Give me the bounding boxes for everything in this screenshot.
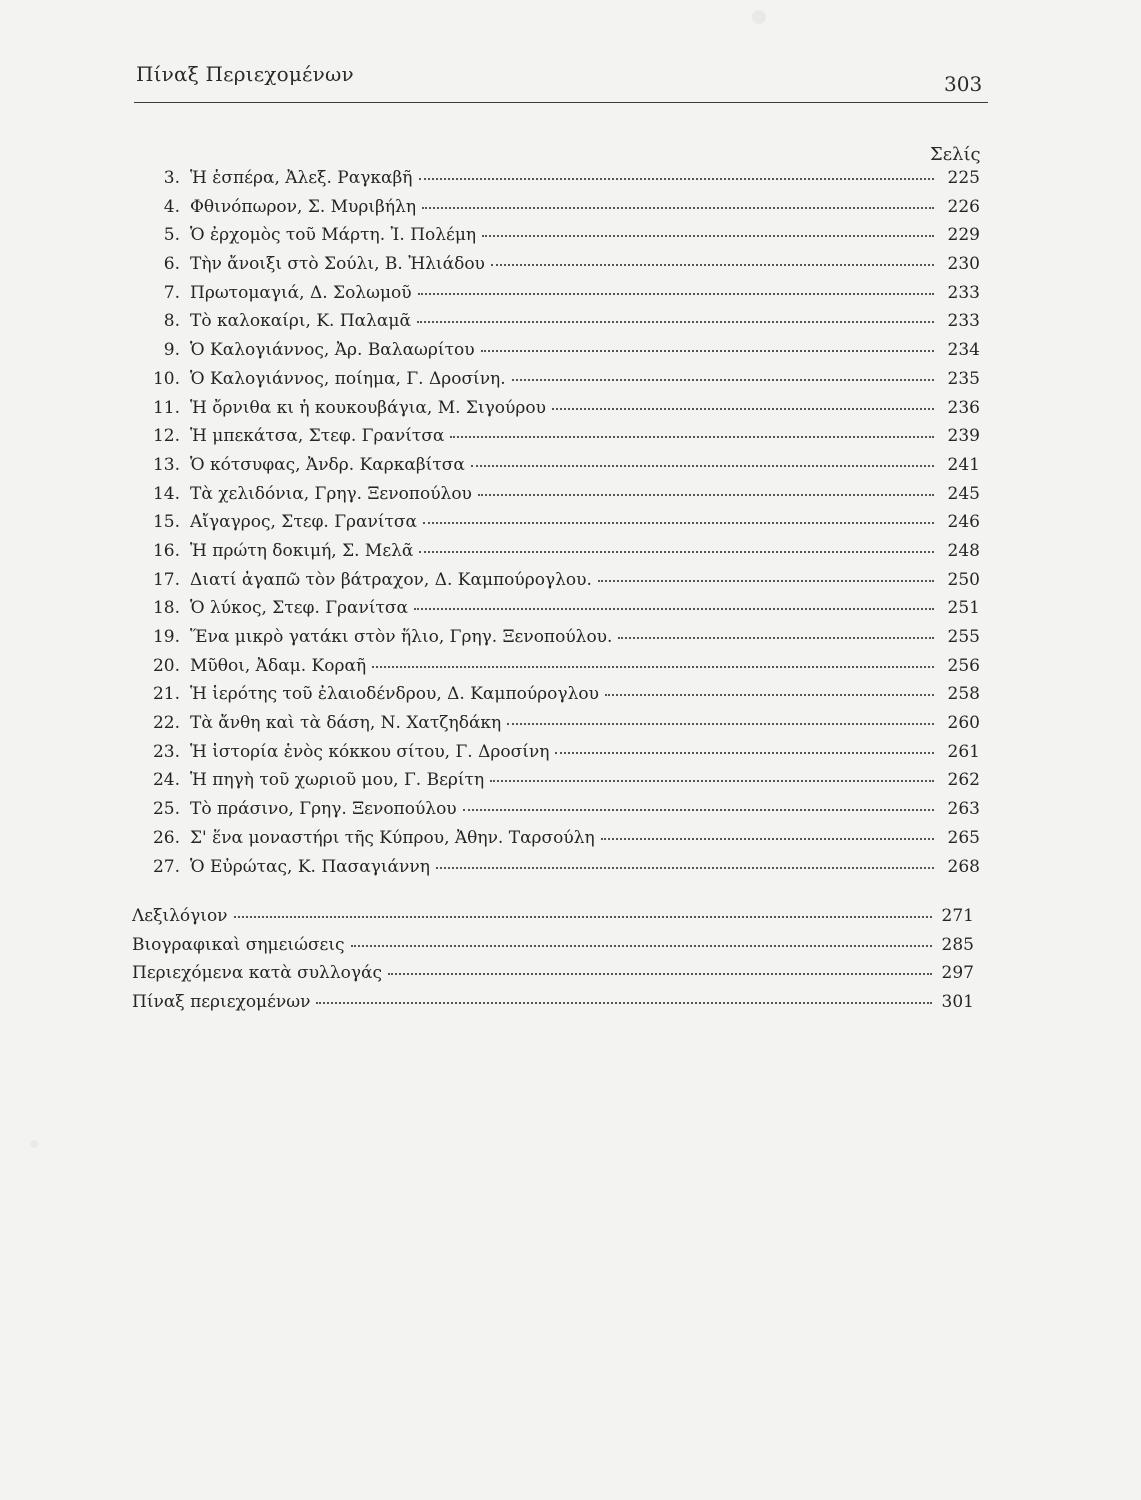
toc-entry-title: Περιεχόμενα κατὰ συλλογάς (132, 963, 382, 983)
toc-entry (132, 512, 980, 541)
toc-entry-number: 21. (152, 684, 180, 705)
toc-entry-title: Τὸ καλοκαίρι, Κ. Παλαμᾶ (190, 311, 411, 332)
toc-entry-page: 241 (947, 454, 980, 475)
toc-entry-number: 27. (152, 856, 180, 877)
dot-leader (552, 408, 934, 410)
toc-entry-number: 23. (152, 741, 180, 762)
toc-entry-number: 10. (152, 368, 180, 389)
toc-entry (132, 570, 980, 599)
toc-entry (132, 992, 974, 1021)
toc-entry-number: 14. (152, 483, 180, 504)
toc-entry-page: 256 (947, 655, 980, 676)
dot-leader (512, 379, 934, 381)
page-column-label: Σελίς (930, 144, 981, 165)
toc-entry-page: 262 (947, 770, 980, 791)
toc-entry-number: 26. (152, 827, 180, 848)
toc-entry-title: Τὴν ἄνοιξι στὸ Σούλι, Β. Ἠλιάδου (190, 254, 485, 275)
toc-entry-number: 18. (152, 598, 180, 619)
toc-entry-page: 271 (941, 906, 974, 926)
dot-leader (618, 637, 934, 639)
dot-leader (388, 973, 932, 975)
toc-entry (132, 742, 980, 771)
dot-leader (482, 235, 934, 237)
toc-entry-page: 233 (947, 282, 980, 303)
paper-stain (752, 10, 766, 24)
toc-entry-number: 24. (152, 770, 180, 791)
toc-entry-page: 229 (947, 225, 980, 246)
toc-entry-number: 5. (163, 225, 180, 246)
dot-leader (419, 551, 934, 553)
toc-entry-page: 258 (947, 684, 980, 705)
toc-entry-number: 19. (152, 627, 180, 647)
toc-entry-page: 239 (947, 426, 980, 447)
toc-entry-title: Διατί ἀγαπῶ τὸν βάτραχον, Δ. Καμπούρογλου. (190, 569, 592, 590)
toc-entry-page: 248 (947, 540, 980, 561)
toc-entry (132, 254, 980, 283)
toc-entry-number: 7. (163, 282, 180, 303)
toc-entry-page: 255 (947, 627, 980, 647)
toc-entry-title: Ὁ Καλογιάννος, Ἀρ. Βαλαωρίτου (190, 340, 475, 361)
toc-entry-title: Ἡ πρώτη δοκιμή, Σ. Μελᾶ (190, 540, 414, 561)
toc-entry-title: Ὁ κότσυφας, Ἀνδρ. Καρκαβίτσα (190, 454, 465, 475)
toc-entry-title: Ἡ ἱστορία ἑνὸς κόκκου σίτου, Γ. Δροσίνη (190, 741, 550, 762)
toc-entry-number: 9. (163, 340, 180, 361)
toc-entry-number: 6. (163, 254, 180, 275)
toc-entry-number: 25. (152, 799, 180, 820)
toc-entry-page: 226 (947, 196, 980, 217)
toc-entry-page: 230 (947, 254, 980, 275)
toc-entry (132, 311, 980, 340)
toc-entry (132, 713, 980, 742)
toc-entry-title: Ὁ λύκος, Στεφ. Γρανίτσα (190, 598, 409, 619)
toc-entry-page: 263 (947, 799, 980, 820)
dot-leader (605, 694, 934, 696)
toc-entry-page: 265 (947, 827, 980, 848)
toc-entry-title: Φθινόπωρον, Σ. Μυριβήλη (190, 196, 417, 217)
toc-entry-number: 15. (152, 512, 180, 533)
toc-entry (132, 770, 980, 799)
toc-entry-number: 8. (163, 311, 180, 332)
toc-entry (132, 935, 974, 964)
toc-entry (132, 906, 974, 935)
dot-leader (490, 780, 934, 782)
running-title: Πίναξ Περιεχομένων (136, 62, 354, 86)
toc-entry-title: Ὁ Εὐρώτας, Κ. Πασαγιάννη (190, 856, 430, 877)
toc-entry-page: 236 (947, 397, 980, 418)
dot-leader (414, 608, 934, 610)
toc-entry-title: Μῦθοι, Ἀδαμ. Κοραῆ (190, 655, 367, 676)
toc-entry-page: 245 (947, 483, 980, 504)
toc-entry-page: 285 (941, 934, 974, 955)
toc-entry-title: Τὰ χελιδόνια, Γρηγ. Ξενοπούλου (190, 483, 472, 504)
toc-entry (132, 627, 980, 656)
toc-entry-number: 20. (152, 655, 180, 676)
dot-leader (555, 752, 934, 754)
toc-entry (132, 684, 980, 713)
dot-leader (481, 350, 934, 352)
toc-entry-page: 268 (947, 856, 980, 877)
dot-leader (450, 436, 934, 438)
header-rule (134, 102, 988, 103)
toc-entry (132, 398, 980, 427)
toc-entry (132, 963, 974, 992)
dot-leader (436, 867, 934, 869)
toc-entry-title: Πρωτομαγιά, Δ. Σολωμοῦ (190, 282, 412, 303)
toc-entry (132, 283, 980, 312)
toc-entry-title: Βιογραφικαὶ σημειώσεις (132, 934, 345, 955)
toc-entry (132, 541, 980, 570)
toc-entry (132, 340, 980, 369)
toc-entry-number: 11. (152, 397, 180, 418)
toc-entry-title: Ἡ ἑσπέρα, Ἀλεξ. Ραγκαβῆ (190, 168, 413, 188)
dot-leader (422, 207, 934, 209)
toc-entry (132, 225, 980, 254)
toc-entry-page: 225 (947, 168, 980, 188)
appendix-list (132, 906, 974, 1020)
toc-entry-title: Ἡ πηγὴ τοῦ χωριοῦ μου, Γ. Βερίτη (190, 770, 485, 791)
toc-entry-title: Αἴγαγρος, Στεφ. Γρανίτσα (190, 512, 418, 533)
toc-entry-number: 3. (163, 168, 180, 188)
toc-entry-number: 4. (163, 196, 180, 217)
toc-entry-title: Τὸ πράσινο, Γρηγ. Ξενοπούλου (190, 799, 457, 820)
toc-entry-number: 13. (152, 454, 180, 475)
toc-entry-page: 235 (947, 368, 980, 389)
dot-leader (419, 178, 935, 180)
toc-entry-title: Λεξιλόγιον (132, 906, 228, 926)
toc-entry (132, 484, 980, 513)
dot-leader (507, 723, 934, 725)
dot-leader (372, 666, 934, 668)
toc-entry-title: Ὁ ἐρχομὸς τοῦ Μάρτη. Ἰ. Πολέμη (190, 225, 477, 246)
toc-entry (132, 197, 980, 226)
toc-entry-number: 17. (152, 569, 180, 590)
toc-entry-page: 251 (947, 598, 980, 619)
dot-leader (491, 264, 934, 266)
toc-entry-page: 260 (947, 713, 980, 734)
toc-entry-title: Ἡ ὄρνιθα κι ἡ κουκουβάγια, Μ. Σιγούρου (190, 397, 546, 418)
toc-entry-title: Τὰ ἄνθη καὶ τὰ δάση, Ν. Χατζηδάκη (190, 713, 502, 734)
toc-entry-page: 233 (947, 311, 980, 332)
dot-leader (598, 580, 934, 582)
page-number: 303 (944, 72, 983, 96)
paper-stain (30, 1140, 38, 1148)
dot-leader (478, 494, 934, 496)
toc-entry-number: 22. (152, 713, 180, 734)
toc-entry-title: Σ' ἕνα μοναστήρι τῆς Κύπρου, Ἀθην. Ταρσούλη (190, 827, 595, 848)
dot-leader (316, 1002, 932, 1004)
dot-leader (463, 809, 934, 811)
toc-entry (132, 656, 980, 685)
toc-entry-title: Ἕνα μικρὸ γατάκι στὸν ἥλιο, Γρηγ. Ξενοπούλου. (190, 627, 613, 647)
toc-entry-page: 234 (947, 340, 980, 361)
toc-entry (132, 857, 980, 886)
toc-entry (132, 799, 980, 828)
dot-leader (417, 321, 934, 323)
dot-leader (418, 293, 934, 295)
toc-entry-title: Ἡ ἱερότης τοῦ ἐλαιοδένδρου, Δ. Καμπούρογλου (190, 684, 599, 705)
toc-entry-title: Πίναξ περιεχομένων (132, 991, 311, 1012)
toc-entry (132, 168, 980, 197)
toc-entry-page: 250 (947, 569, 980, 590)
toc-entry (132, 426, 980, 455)
dot-leader (351, 945, 932, 947)
toc-entry-title: Ὁ Καλογιάννος, ποίημα, Γ. Δροσίνη. (190, 368, 506, 389)
dot-leader (234, 916, 932, 918)
toc-entry (132, 598, 980, 627)
dot-leader (601, 838, 934, 840)
toc-entry (132, 828, 980, 857)
toc-entry-page: 301 (941, 991, 974, 1012)
toc-entry-title: Ἡ μπεκάτσα, Στεφ. Γρανίτσα (190, 426, 445, 447)
toc-list (132, 168, 980, 885)
toc-entry-page: 297 (941, 963, 974, 983)
dot-leader (471, 465, 934, 467)
toc-entry-number: 16. (152, 540, 180, 561)
toc-entry-page: 261 (947, 741, 980, 762)
toc-entry-page: 246 (947, 512, 980, 533)
toc-entry (132, 369, 980, 398)
dot-leader (423, 522, 934, 524)
toc-entry (132, 455, 980, 484)
toc-entry-number: 12. (152, 426, 180, 447)
